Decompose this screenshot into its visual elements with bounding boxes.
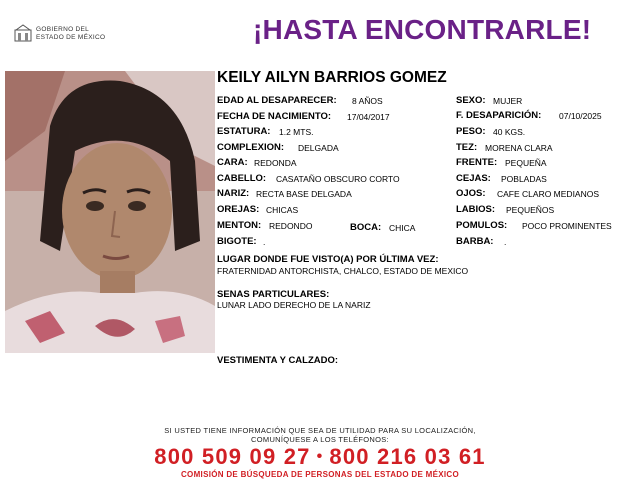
field-value-height: 1.2 MTS. [279,127,314,137]
field-value-sex: MUJER [493,96,523,106]
field-label-build: COMPLEXION: [217,142,285,153]
field-value-hair: CASATAÑO OBSCURO CORTO [276,174,400,184]
missing-person-photo [5,71,215,353]
field-label-mouth: BOCA: [350,222,382,233]
field-label-birthdate: FECHA DE NACIMIENTO: [217,111,331,122]
photo-illustration [5,71,215,353]
headline: ¡HASTA ENCONTRARLE! [253,14,592,45]
phone-separator: • [316,448,324,465]
field-label-face: CARA: [217,157,248,168]
field-label-complexion: TEZ: [456,142,478,153]
field-value-cheekbones: POCO PROMINENTES [522,221,612,231]
field-label-disappearance-date: F. DESAPARICIÓN: [456,110,542,121]
field-value-ears: CHICAS [266,205,299,215]
field-value-age: 8 AÑOS [352,96,383,106]
field-value-mouth: CHICA [389,223,416,233]
field-label-moustache: BIGOTE: [217,236,257,247]
field-label-eyebrows: CEJAS: [456,173,491,184]
field-label-height: ESTATURA: [217,126,271,137]
person-name: KEILY AILYN BARRIOS GOMEZ [217,69,447,86]
field-label-lips: LABIOS: [456,204,496,215]
footer-note-line1: SI USTED TIENE INFORMACIÓN QUE SEA DE UTILIDAD PARA SU LOCALIZACIÓN, [164,426,476,435]
field-label-weight: PESO: [456,126,486,137]
field-label-chin: MENTON: [217,220,262,231]
field-value-weight: 40 KGS. [493,127,526,137]
footer-note-line2: COMUNÍQUESE A LOS TELÉFONOS: [251,435,389,444]
phone-number-2[interactable]: 800 216 03 61 [329,444,486,469]
distinguishing-marks-label: SENAS PARTICULARES: [217,289,330,300]
commission-name: COMISIÓN DE BÚSQUEDA DE PERSONAS DEL ESTADO DE MÉXICO [180,470,459,479]
field-value-forehead: PEQUEÑA [505,158,547,168]
field-value-chin: REDONDO [269,221,313,231]
phone-number-1[interactable]: 800 509 09 27 [154,444,311,469]
logo-text-line1: GOBIERNO DEL [36,26,90,33]
field-label-eyes: OJOS: [456,188,486,199]
field-label-beard: BARBA: [456,236,494,247]
field-value-lips: PEQUEÑOS [506,205,555,215]
field-label-sex: SEXO: [456,95,486,106]
field-label-ears: OREJAS: [217,204,260,215]
distinguishing-marks-value: LUNAR LADO DERECHO DE LA NARIZ [217,300,371,310]
field-value-face: REDONDA [254,158,297,168]
field-value-moustache: . [263,237,266,247]
field-value-eyes: CAFE CLARO MEDIANOS [497,189,600,199]
government-logo [14,24,114,44]
field-label-nose: NARIZ: [217,188,250,199]
field-value-birthdate: 17/04/2017 [347,112,390,122]
phone-numbers [0,444,640,470]
field-label-cheekbones: POMULOS: [456,220,508,231]
field-value-complexion: MORENA CLARA [485,143,553,153]
field-value-beard: . [504,237,507,247]
field-label-forehead: FRENTE: [456,157,498,168]
field-label-hair: CABELLO: [217,173,267,184]
last-seen-label: LUGAR DONDE FUE VISTO(A) POR ÚLTIMA VEZ: [217,254,439,265]
field-value-disappearance-date: 07/10/2025 [559,111,602,121]
logo-text-line2: ESTADO DE MÉXICO [36,34,106,41]
last-seen-value: FRATERNIDAD ANTORCHISTA, CHALCO, ESTADO DE MEXICO [217,266,469,276]
field-label-age: EDAD AL DESAPARECER: [217,95,337,106]
field-value-build: DELGADA [298,143,339,153]
field-value-nose: RECTA BASE DELGADA [256,189,352,199]
state-emblem-icon [14,24,32,42]
clothing-label: VESTIMENTA Y CALZADO: [217,355,339,366]
field-value-eyebrows: POBLADAS [501,174,547,184]
